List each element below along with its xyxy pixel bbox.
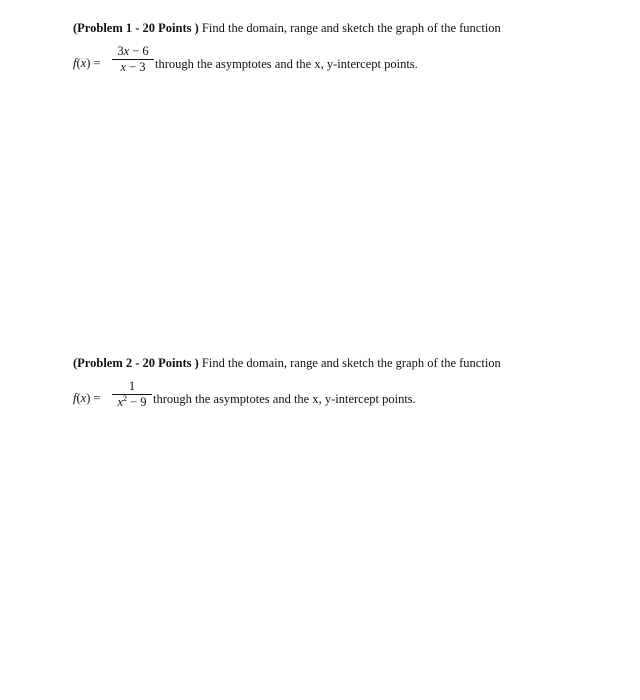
problem-1-header [73, 22, 613, 35]
problem-2-header [73, 357, 613, 370]
problem-1-instruction: Find the domain, range and sketch the graph of the function [201, 21, 501, 35]
problem-2-denominator [112, 395, 152, 409]
problem-1-denominator [112, 60, 154, 74]
numerator-variable: x [123, 43, 130, 58]
problem-1-tail-text: through the asymptotes and the x, y-intercept points. [155, 56, 418, 71]
numerator-coefficient: 3 [117, 43, 124, 58]
problem-2-numerator: 1 [112, 380, 152, 395]
problem-2-fraction [112, 380, 152, 409]
function-name: f [73, 390, 77, 405]
problem-1 [73, 22, 613, 85]
problem-2-formula-line [73, 372, 613, 420]
denominator-variable: x [117, 394, 123, 409]
problem-1-function-lhs: f(x) = [73, 55, 101, 70]
problem-1-title: (Problem 1 - 20 Points ) [73, 21, 199, 35]
function-name: f [73, 55, 77, 70]
problem-2-tail-text: through the asymptotes and the x, y-intercept points. [153, 391, 416, 406]
problem-1-formula-line [73, 37, 613, 85]
numerator-constant: − 6 [129, 43, 149, 58]
problem-2 [73, 357, 613, 420]
problem-2-title: (Problem 2 - 20 Points ) [73, 356, 199, 370]
problem-1-fraction [112, 45, 154, 74]
problem-2-function-lhs: f(x) = [73, 390, 101, 405]
denominator-variable: x [120, 59, 126, 74]
problem-2-instruction: Find the domain, range and sketch the graph of the function [201, 356, 501, 370]
function-variable: x [80, 55, 87, 70]
denominator-constant: − 3 [126, 59, 146, 74]
function-variable: x [80, 390, 87, 405]
problem-1-numerator [112, 45, 154, 60]
denominator-exponent: 2 [123, 393, 127, 403]
denominator-constant: − 9 [127, 394, 147, 409]
